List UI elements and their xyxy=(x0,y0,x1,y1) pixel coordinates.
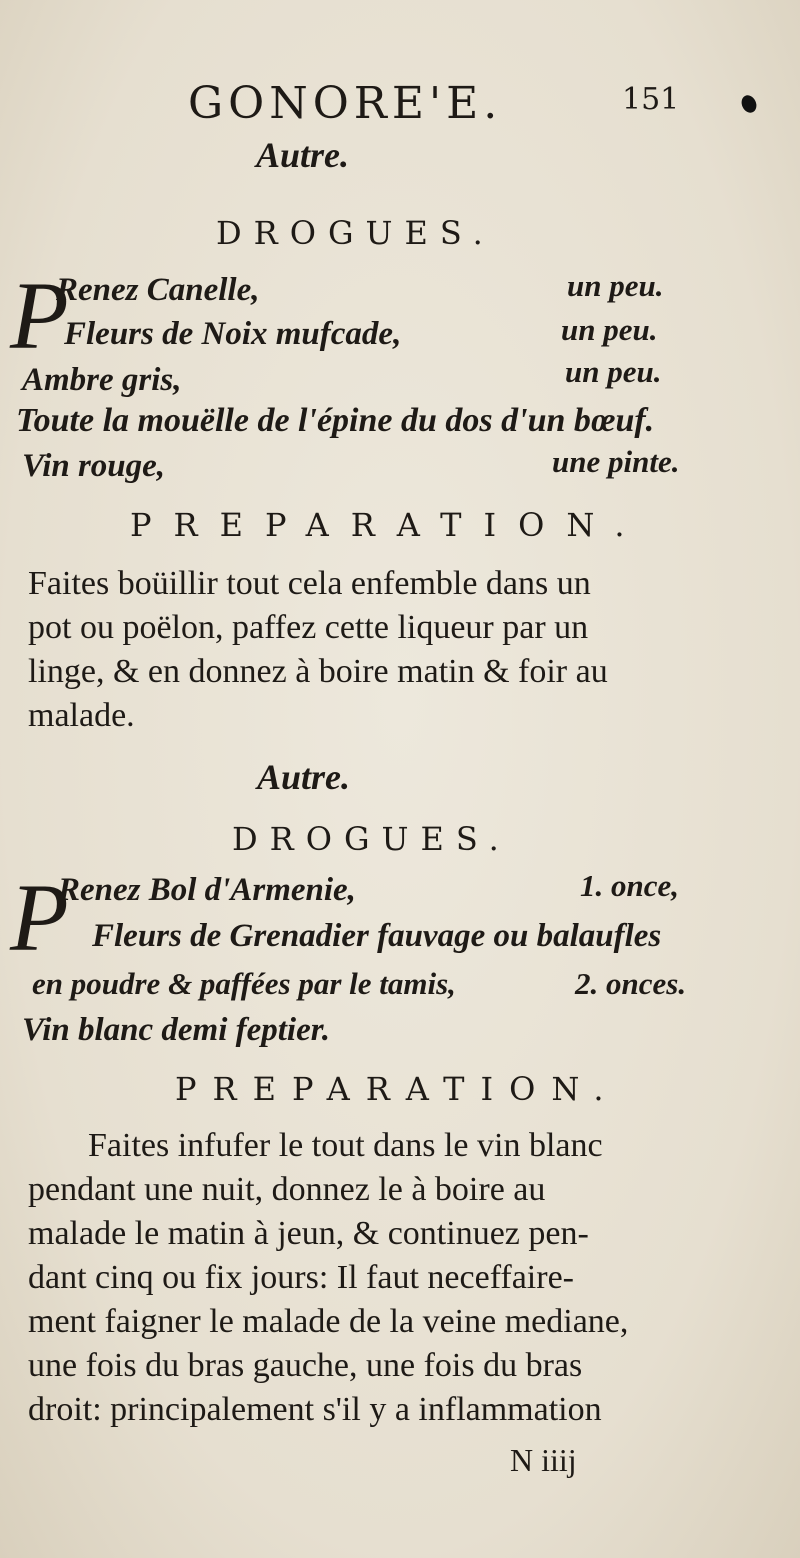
section1-item-4-name: Toute la mouëlle de l'épine du dos d'un bœuf. xyxy=(16,402,655,439)
section1-item-2-qty: un peu. xyxy=(561,312,658,347)
section1-title: Autre. xyxy=(256,135,350,175)
page-number: 151 xyxy=(622,82,680,117)
section1-item-3-name: Ambre gris, xyxy=(22,362,182,398)
section1-item-1-qty: un peu. xyxy=(567,268,664,303)
prep2-line-3: malade le matin à jeun, & continuez pen- xyxy=(28,1215,589,1252)
prep1-line-1: Faites boüillir tout cela enfemble dans un xyxy=(28,565,591,602)
section1-preparation-text xyxy=(28,562,608,738)
section2-title: Autre. xyxy=(257,757,351,797)
section2-item-3-qty: 2. onces. xyxy=(575,966,687,1001)
section2-drop-cap: P xyxy=(10,864,69,971)
prep2-line-2: pendant une nuit, donnez le à boire au xyxy=(28,1171,546,1208)
prep2-line-4: dant cinq ou fix jours: Il faut neceffaire- xyxy=(28,1259,574,1296)
running-title: GONORE'E. xyxy=(188,78,503,129)
prep2-line-1: Faites infufer le tout dans le vin blanc xyxy=(88,1127,603,1164)
section2-item-2-name: Fleurs de Grenadier fauvage ou balaufles xyxy=(92,918,662,954)
section2-item-1-qty: 1. once, xyxy=(580,868,680,903)
section1-item-5-qty: une pinte. xyxy=(552,444,680,479)
section1-preparation-heading: PREPARATION. xyxy=(130,506,647,544)
prep1-line-4: malade. xyxy=(28,697,135,734)
section2-preparation-text xyxy=(28,1124,628,1432)
prep2-line-6: une fois du bras gauche, une fois du bras xyxy=(28,1347,583,1384)
section1-item-3-qty: un peu. xyxy=(565,354,662,389)
section2-item-4-name: Vin blanc demi feptier. xyxy=(22,1012,331,1048)
prep1-line-3: linge, & en donnez à boire matin & foir au xyxy=(28,653,608,690)
section1-drugs-heading: DROGUES. xyxy=(216,214,495,252)
section2-item-3-name: en poudre & paffées par le tamis, xyxy=(32,966,456,1001)
section1-item-2-name: Fleurs de Noix mufcade, xyxy=(64,316,402,352)
ink-blot xyxy=(739,93,759,115)
section1-drop-cap: P xyxy=(10,262,69,369)
signature-mark: N iiij xyxy=(510,1442,577,1478)
section1-item-5-name: Vin rouge, xyxy=(22,448,166,484)
prep2-line-5: ment faigner le malade de la veine mediane, xyxy=(28,1303,629,1340)
section1-item-1-name: Renez Canelle, xyxy=(56,272,260,308)
section2-preparation-heading: PREPARATION. xyxy=(175,1070,620,1108)
prep1-line-2: pot ou poëlon, paffez cette liqueur par un xyxy=(28,609,589,646)
prep2-line-7: droit: principalement s'il y a inflammation xyxy=(28,1391,602,1428)
section2-drugs-heading: DROGUES. xyxy=(232,820,511,858)
section2-item-1-name: Renez Bol d'Armenie, xyxy=(58,872,356,908)
